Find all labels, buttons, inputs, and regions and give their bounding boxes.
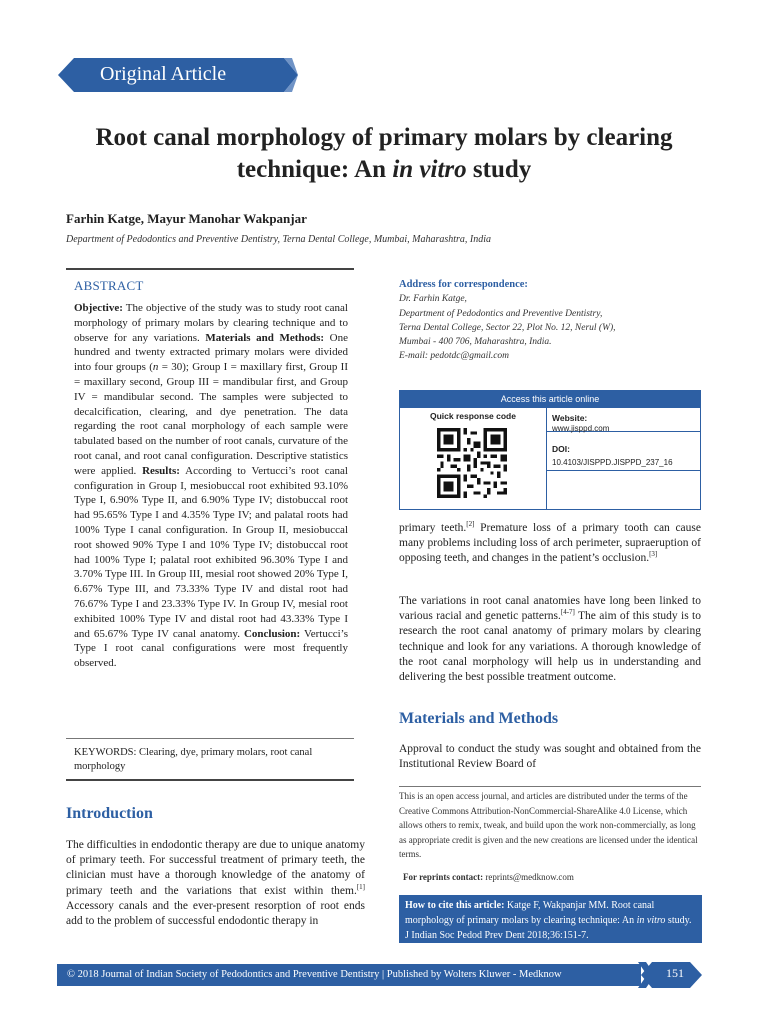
article-type-label: Original Article xyxy=(100,63,227,85)
correspondence-line: Department of Pedodontics and Preventive Dentistry, xyxy=(399,309,603,319)
methods-heading: Materials and Methods xyxy=(399,710,559,727)
keywords: KEYWORDS: Clearing, dye, primary molars, root canal morphology xyxy=(74,747,313,772)
website-link[interactable]: www.jisppd.com xyxy=(552,424,610,433)
body-paragraph: primary teeth.[2] Premature loss of a primary tooth can cause many problems including loss of arch perimeter, supraeruption of opposing teeth, and changes in the patient’s occlusion.[3] xyxy=(399,520,701,565)
introduction-heading: Introduction xyxy=(66,805,153,822)
doi-label: DOI: xyxy=(552,444,570,454)
author-list: Farhin Katge, Mayur Manohar Wakpanjar xyxy=(66,211,307,226)
doi-link[interactable]: 10.4103/JISPPD.JISPPD_237_16 xyxy=(552,458,673,467)
license-notice: This is an open access journal, and articles are distributed under the terms of the Creative Commons Attribution-NonCommercial-ShareAlike 4.0 License, which allows others to remix, tweak, and build upon the work non-commercially, as long as appropriate credit is given and the new creations are licensed under the identical terms. xyxy=(399,791,698,859)
abstract-body: Objective: The objective of the study was to study root canal morphology of primary molars by clearing technique and to observe for any variations. Materials and Methods: One hundred and twenty extracted primary molars were divided into four groups (n = 30); Group I = maxillary first, Group II = maxillary second, Group III = mandibular first, and Group IV = mandibular second. The samples were subjected to decalcification, clearing, and dye penetration. The data regarding the root canal morphology of each sample were tabulated based on the number of root canals, curvature of the root canal, and root canal configuration. Descriptive statistics were applied. Results: According to Vertucci’s root canal configuration in Group I, mesiobuccal root exhibited 93.10% Type I, 6.90% Type II, and 6.90% Type IV; distobuccal root had 95.65% Type I and 4.35% Type IV; and palatal roots had 100% Type I canal configuration. In Group II, mesiobuccal root showed 90% Type I and 10% Type IV; distobuccal root had 100% Type I; palatal root exhibited 96.30% Type I and 3.70% Type III. In Group III, mesial root showed 20% Type I, 6.67% Type III, and 73.33% Type IV and distal root had 76.67% Type I and 23.33% Type IV. In Group IV, mesial root exhibited 100% Type IV and distal root had 43.33% Type I and 65.67% Type IV canal anatomy. Conclusion: Vertucci’s Type I root canal configurations were most frequently observed. xyxy=(74,302,349,670)
website-label: Website: xyxy=(552,413,588,423)
access-box-heading: Access this article online xyxy=(400,391,700,408)
box-divider xyxy=(546,470,701,471)
article-type-banner xyxy=(58,58,298,92)
citation-box: How to cite this article: Katge F, Wakpanjar MM. Root canal morphology of primary molars by clearing technique: An in vitro study. J Indian Soc Pedod Prev Dent 2018;36:151-7. xyxy=(399,895,702,943)
license-top-rule xyxy=(399,786,701,787)
body-paragraph: The variations in root canal anatomies have long been linked to various racial and genetic patterns.[4-7] The aim of this study is to research the root canal anatomy of primary molars by clearing technique and look for any variations. A thorough knowledge of the root canal morphology will help us in understanding and delivering the best possible treatment outcome. xyxy=(399,595,701,684)
abstract-heading: ABSTRACT xyxy=(74,278,144,293)
reprints-contact: For reprints contact: reprints@medknow.com xyxy=(403,872,574,882)
correspondence-heading: Address for correspondence: xyxy=(399,279,528,290)
qr-code-label: Quick response code xyxy=(430,411,516,421)
correspondence-line: Dr. Farhin Katge, xyxy=(399,294,467,304)
access-article-box xyxy=(399,390,701,510)
article-title: Root canal morphology of primary molars by clearing technique: An in vitro study xyxy=(95,124,673,183)
methods-paragraph: Approval to conduct the study was sought and obtained from the Institutional Review Board of xyxy=(399,743,701,771)
author-affiliation: Department of Pedodontics and Preventive Dentistry, Terna Dental College, Mumbai, Maharashtra, India xyxy=(66,234,492,245)
abstract-bottom-rule xyxy=(66,779,354,781)
box-divider xyxy=(546,408,547,510)
introduction-paragraph: The difficulties in endodontic therapy are due to unique anatomy of primary teeth. For successful treatment of primary teeth, the clinician must have a thorough knowledge of the anatomy of primary teeth and the variations that exist within them.[1] Accessory canals and the ever-present resorption of root ends add to the problem of successful endodontic therapy in xyxy=(66,839,365,928)
footer-bar: © 2018 Journal of Indian Society of Pedodontics and Preventive Dentistry | Published by Wolters Kluwer - Medknow xyxy=(57,964,641,986)
keywords-top-rule xyxy=(66,738,354,739)
correspondence-line: Mumbai - 400 706, Maharashtra, India. xyxy=(399,337,552,347)
abstract-top-rule xyxy=(66,268,354,270)
qr-code-icon[interactable] xyxy=(437,428,507,498)
correspondence-line: Terna Dental College, Sector 22, Plot No. 12, Nerul (W), xyxy=(399,323,616,333)
page-number: 151 xyxy=(666,966,684,980)
correspondence-email[interactable]: E-mail: pedotdc@gmail.com xyxy=(399,351,510,361)
